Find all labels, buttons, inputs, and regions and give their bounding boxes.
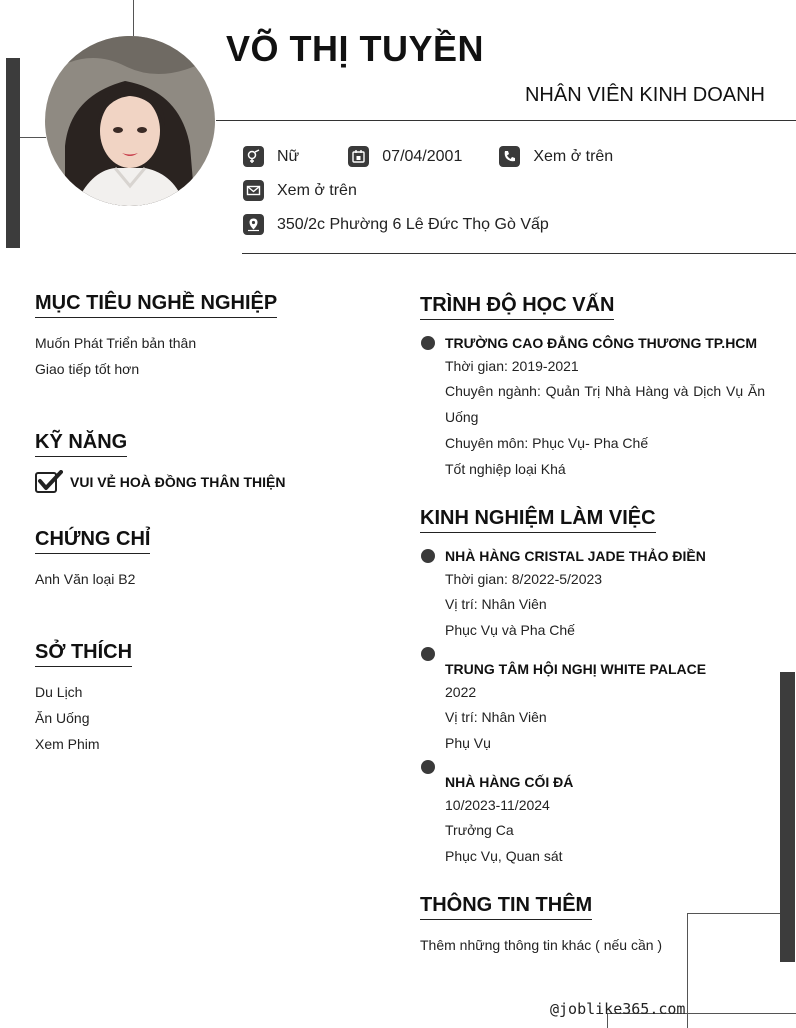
job-2-desc: Phụ Vụ — [445, 735, 491, 751]
gender-icon — [243, 146, 264, 167]
objective-title: MỤC TIÊU NGHỀ NGHIỆP — [35, 292, 277, 318]
job-3-company: NHÀ HÀNG CỐI ĐÁ — [445, 774, 574, 790]
education-subject: Chuyên môn: Phục Vụ- Pha Chế — [445, 435, 649, 451]
certificates-title: CHỨNG CHỈ — [35, 528, 150, 554]
experience-bullet-3 — [421, 760, 435, 774]
calendar-icon — [348, 146, 369, 167]
birthday-value: 07/04/2001 — [382, 147, 463, 165]
address-value: 350/2c Phường 6 Lê Đức Thọ Gò Vấp — [277, 215, 549, 233]
right-accent-bar — [780, 672, 795, 962]
education-bullet — [421, 336, 435, 350]
email-value: Xem ở trên — [277, 181, 357, 199]
extra-title: THÔNG TIN THÊM — [420, 894, 592, 920]
phone-value: Xem ở trên — [533, 147, 614, 165]
location-icon — [243, 214, 264, 235]
avatar — [45, 36, 215, 206]
certificate-item: Anh Văn loại B2 — [35, 571, 136, 587]
contact-divider — [242, 253, 796, 254]
education-title: TRÌNH ĐỘ HỌC VẤN — [420, 294, 614, 320]
education-major-cont: Uống — [445, 409, 479, 425]
job-2-company: TRUNG TÂM HỘI NGHỊ WHITE PALACE — [445, 661, 707, 677]
job-3-desc: Phục Vụ, Quan sát — [445, 848, 563, 864]
extra-text: Thêm những thông tin khác ( nếu cần ) — [420, 937, 663, 953]
email-icon — [243, 180, 264, 201]
gender-item — [243, 146, 299, 167]
job-1-time: Thời gian: 8/2022-5/2023 — [445, 571, 603, 587]
gender-value: Nữ — [277, 147, 300, 165]
left-horizontal-line — [20, 137, 46, 138]
checkbox-checked-icon — [35, 470, 63, 494]
contact-row-2 — [243, 180, 357, 201]
experience-title: KINH NGHIỆM LÀM VIỆC — [420, 507, 656, 533]
hobby-item-2: Ăn Uống — [35, 710, 90, 726]
contact-row-3 — [243, 214, 549, 235]
skills-title: KỸ NĂNG — [35, 431, 127, 457]
top-vertical-line — [133, 0, 134, 36]
birthday-item — [348, 146, 462, 167]
objective-line-1: Muốn Phát Triển bản thân — [35, 335, 197, 351]
hobby-item-1: Du Lịch — [35, 684, 83, 700]
job-3-position: Trưởng Ca — [445, 822, 514, 838]
education-major: Chuyên ngành: Quản Trị Nhà Hàng và Dịch Vụ Ăn — [445, 383, 765, 399]
job-3-time: 10/2023-11/2024 — [445, 797, 550, 813]
skill-item — [35, 470, 285, 494]
experience-bullet-2 — [421, 647, 435, 661]
job-1-position: Vị trí: Nhân Viên — [445, 596, 547, 612]
job-1-company: NHÀ HÀNG CRISTAL JADE THẢO ĐIỀN — [445, 548, 706, 564]
bottom-box-left — [687, 913, 688, 1028]
skill-label: VUI VẺ HOÀ ĐỒNG THÂN THIỆN — [70, 474, 286, 490]
candidate-name: VÕ THỊ TUYỀN — [226, 28, 485, 69]
contact-row-1 — [243, 146, 613, 167]
phone-item — [499, 146, 613, 167]
left-accent-bar — [6, 58, 20, 248]
hobby-item-3: Xem Phim — [35, 736, 100, 752]
education-grade: Tốt nghiệp loại Khá — [445, 461, 566, 477]
header-divider — [216, 120, 796, 121]
job-1-desc: Phục Vụ và Pha Chế — [445, 622, 575, 638]
phone-icon — [499, 146, 520, 167]
job-2-time: 2022 — [445, 684, 477, 700]
hobbies-title: SỞ THÍCH — [35, 641, 132, 667]
job-title: NHÂN VIÊN KINH DOANH — [524, 84, 765, 106]
footer-brand: @joblike365.com — [550, 1000, 686, 1018]
experience-bullet-1 — [421, 549, 435, 563]
education-time: Thời gian: 2019-2021 — [445, 358, 579, 374]
education-school: TRƯỜNG CAO ĐẲNG CÔNG THƯƠNG TP.HCM — [445, 335, 758, 351]
objective-line-2: Giao tiếp tốt hơn — [35, 361, 140, 377]
portrait-illustration — [45, 36, 215, 206]
job-2-position: Vị trí: Nhân Viên — [445, 709, 547, 725]
bottom-box-top — [687, 913, 780, 914]
